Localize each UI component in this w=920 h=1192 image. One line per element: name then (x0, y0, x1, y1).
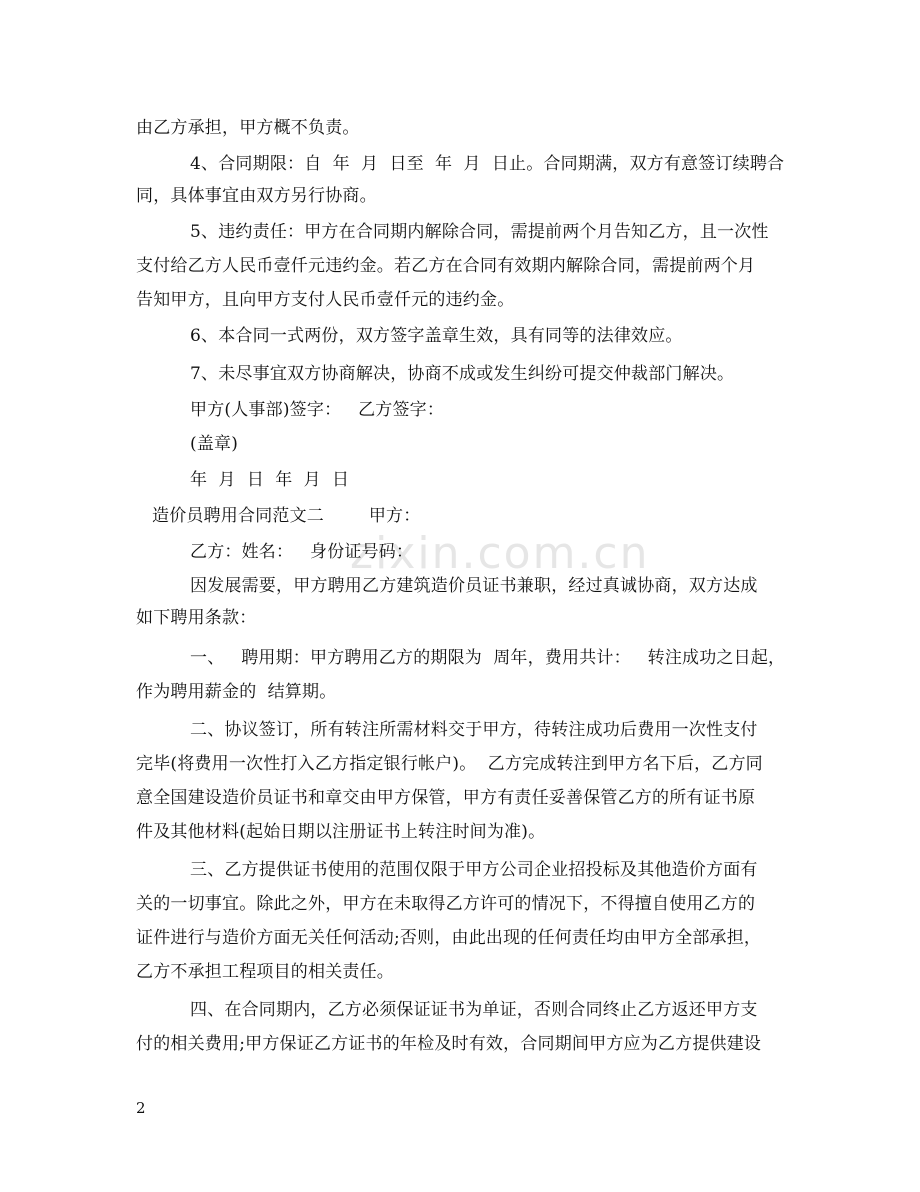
text-line: 4、合同期限：自 年 月 日至 年 月 日止。合同期满，双方有意签订续聘合 (190, 154, 785, 174)
text-line: 三、乙方提供证书使用的范围仅限于甲方公司企业招投标及其他造价方面有 (190, 860, 758, 880)
text-line: 作为聘用薪金的 结算期。 (136, 682, 337, 702)
text-line: 支付给乙方人民币壹仟元违约金。若乙方在合同有效期内解除合同，需提前两个月 (136, 256, 756, 276)
text-line: 同，具体事宜由双方另行协商。 (136, 186, 377, 206)
text-line: 6、本合同一式两份，双方签字盖章生效，具有同等的法律效应。 (190, 326, 683, 346)
section-heading: 造价员聘用合同范文二 甲方： (152, 506, 421, 526)
text-line: 由乙方承担，甲方概不负责。 (136, 118, 360, 138)
text-line: (盖章) (190, 434, 239, 454)
text-line: 5、违约责任：甲方在合同期内解除合同，需提前两个月告知乙方，且一次性 (190, 222, 769, 242)
text-line: 乙方：姓名： 身份证号码： (190, 542, 414, 562)
text-line: 甲方(人事部)签字： 乙方签字： (190, 400, 445, 420)
text-line: 付的相关费用;甲方保证乙方证书的年检及时有效，合同期间甲方应为乙方提供建设 (136, 1034, 762, 1054)
text-line: 关的一切事宜。除此之外，甲方在未取得乙方许可的情况下，不得擅自使用乙方的 (136, 894, 756, 914)
text-line: 证件进行与造价方面无关任何活动;否则，由此出现的任何责任均由甲方全部承担， (136, 928, 762, 948)
text-line: 四、在合同期内，乙方必须保证证书为单证，否则合同终止乙方返还甲方支 (190, 1000, 758, 1020)
watermark: zixin.com.cn (350, 528, 650, 579)
text-line: 乙方不承担工程项目的相关责任。 (136, 962, 394, 982)
text-line: 完毕(将费用一次性打入乙方指定银行帐户)。 乙方完成转注到甲方名下后，乙方同 (136, 754, 763, 774)
text-line: 年 月 日 年 月 日 (190, 470, 350, 490)
page-number: 2 (136, 1099, 146, 1117)
text-line: 二、协议签订，所有转注所需材料交于甲方，待转注成功后费用一次性支付 (190, 720, 758, 740)
text-line: 7、未尽事宜双方协商解决，协商不成或发生纠纷可提交仲裁部门解决。 (190, 364, 735, 384)
text-line: 件及其他材料(起始日期以注册证书上转注时间为准)。 (136, 822, 546, 842)
text-line: 意全国建设造价员证书和章交由甲方保管，甲方有责任妥善保管乙方的所有证书原 (136, 788, 756, 808)
text-line: 告知甲方，且向甲方支付人民币壹仟元的违约金。 (136, 290, 515, 310)
text-line: 一、 聘用期：甲方聘用乙方的期限为 周年，费用共计： 转注成功之日起， (190, 648, 786, 668)
text-line: 如下聘用条款： (136, 608, 257, 628)
text-line: 因发展需要，甲方聘用乙方建筑造价员证书兼职，经过真诚协商，双方达成 (190, 576, 758, 596)
